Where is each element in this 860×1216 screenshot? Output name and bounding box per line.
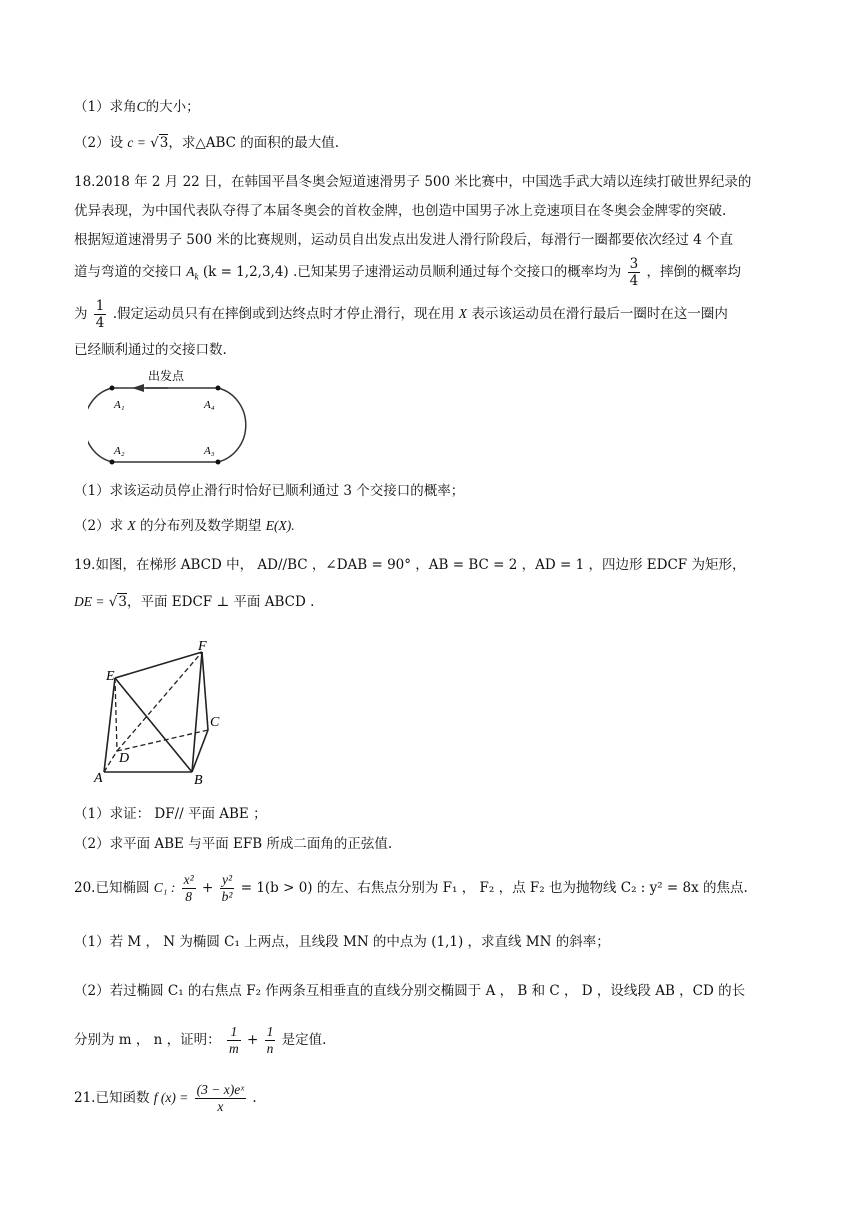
q18-line3: 根据短道速滑男子 500 米的比赛规则，运动员自出发点出发进人滑行阶段后，每滑行一圈都要依次经过 4 个直 (74, 232, 734, 248)
q18-line1: 18.2018 年 2 月 22 日，在韩国平昌冬奥会短道速滑男子 500 米比赛中，中国选手武大靖以连续打破世界纪录的 (74, 174, 752, 190)
q20-sub2-line1: （2）若过椭圆 C₁ 的右焦点 F₂ 作两条互相垂直的直线分别交椭圆于 A ， B 和 C ， D ，设线段 AB ，CD 的长 (74, 983, 746, 999)
track-diagram (88, 366, 248, 466)
start-point-label: 出发点 (148, 369, 185, 383)
arrow-left-icon (132, 384, 144, 392)
label-f: F (198, 639, 207, 654)
q20-line1: 20.已知椭圆 C₁ : $\frac{\text{x²}}{8}$ + $\frac{\text{y²}}{\text{b²}}$ = 1(b > 0) 的左、右焦点分别为 F₁ ， F₂ ，点 F₂ 也为抛物线 C₂ : y² = 8x 的焦点. (74, 872, 748, 904)
label-a3: A₃ (204, 445, 215, 457)
fraction-1-4: $\frac{1}{4}$ (95, 298, 105, 331)
q17-var-c: C (136, 99, 146, 114)
q20-sub1: （1）若 M ， N 为椭圆 C₁ 上两点，且线段 MN 的中点为 (1,1) ，求直线 MN 的斜率； (74, 934, 610, 950)
q17-part1: （1）求角C的大小； (74, 99, 200, 115)
q18-sub1: （1）求该运动员停止滑行时恰好已顺利通过 3 个交接口的概率； (74, 483, 465, 499)
label-d: D (119, 751, 130, 766)
label-a: A (94, 771, 103, 786)
q18-sub2: （2）求 X 的分布列及数学期望 E(X). (74, 518, 295, 534)
label-a4: A₄ (204, 399, 215, 411)
q19-line1: 19.如图，在梯形 ABCD 中， AD//BC ，∠DAB = 90° ，AB = BC = 2 ，AD = 1 ，四边形 EDCF 为矩形， (74, 557, 746, 573)
label-a2: A₂ (114, 445, 125, 457)
sqrt-3: 3 (159, 135, 169, 151)
label-c: C (210, 715, 220, 730)
q19-sub2: （2）求平面 ABE 与平面 EFB 所成二面角的正弦值. (74, 836, 393, 852)
q19-sub1: （1）求证： DF// 平面 ABE ； (74, 806, 267, 822)
q18-line2: 优异表现，为中国代表队夺得了本届冬奥会的首枚金牌，也创造中国男子冰上竞速项目在冬奥会金牌零的突破. (74, 203, 727, 219)
q17-part2: （2）设 c = √3，求△ABC 的面积的最大值. (74, 135, 340, 151)
q21-line1: 21.已知函数 f (x) = $\frac{\text{(3 − x)eˣ}}{x}$ . (74, 1082, 257, 1114)
q18-line5: 为 $\frac{1}{4}$ .假定运动员只有在摔倒或到达终点时才停止滑行，现在用 X 表示该运动员在滑行最后一圈时在这一圈内 (74, 298, 728, 331)
q20-sub2-line2: 分别为 m ， n ，证明： $\frac{1}{m}$ + $\frac{1}{n}$ 是定值. (74, 1024, 327, 1056)
label-e: E (106, 669, 115, 684)
q18-line4: 道与弯道的交接口 $A_k$ (k = 1,2,3,4) .已知某男子速滑运动员顺利通过每个交接口的概率均为 $\frac{3}{4}$ ，摔倒的概率均 (74, 256, 741, 289)
fraction-3-4: $\frac{3}{4}$ (629, 256, 639, 289)
label-a1: A₁ (114, 399, 125, 411)
q18-line6: 已经顺利通过的交接口数. (74, 342, 227, 358)
q19-line2: DE = √3，平面 EDCF ⊥ 平面 ABCD . (74, 594, 315, 610)
label-b: B (194, 773, 203, 788)
prism-figure (90, 638, 240, 788)
